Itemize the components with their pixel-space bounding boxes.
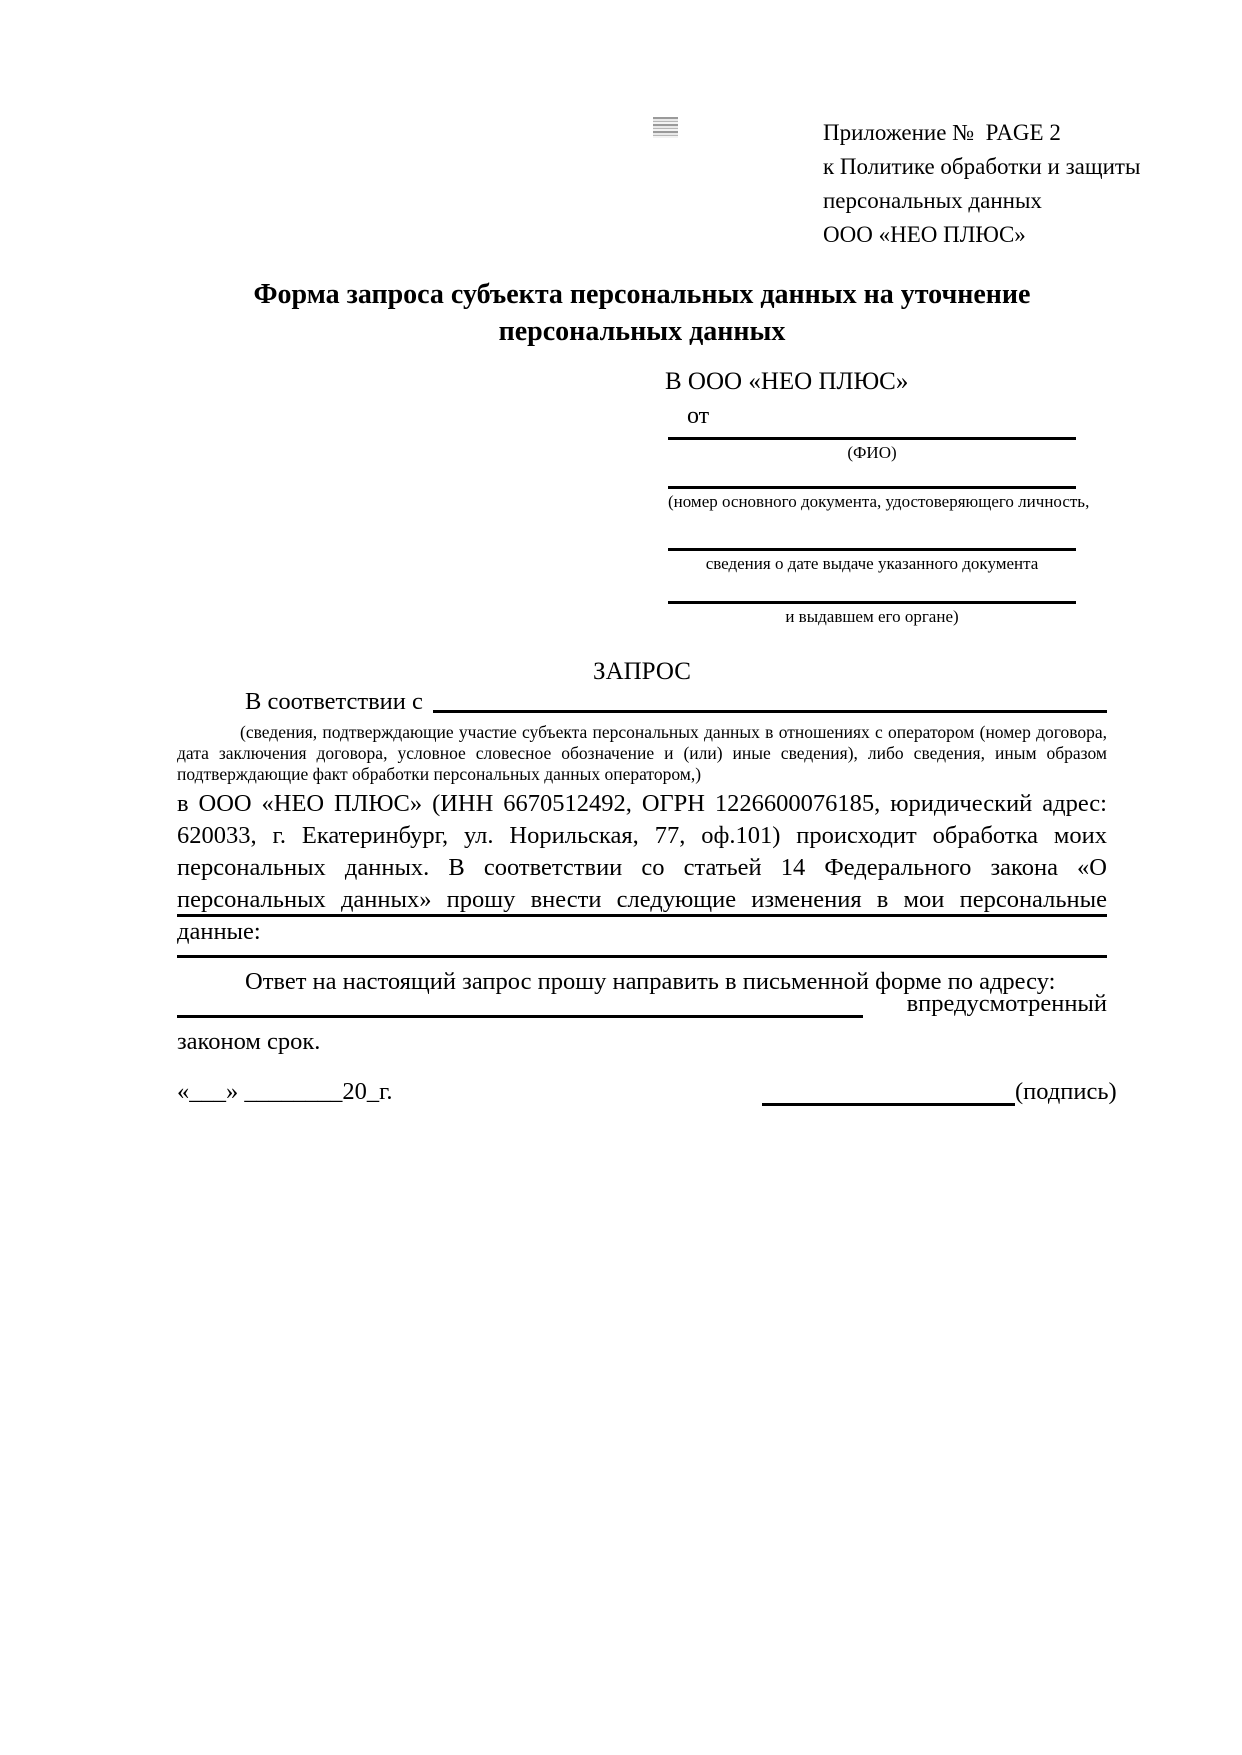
reply-word-term: предусмотренный	[918, 990, 1107, 1017]
address-input-line[interactable]	[177, 994, 863, 1018]
request-body: в ООО «НЕО ПЛЮС» (ИНН 6670512492, ОГРН 1226600076185, юридический адрес: 620033, г. Екатеринбург, ул. Норильская, 77, оф.101) происходит обработка моих персональных данных. В соответствии со статьей 14 Федерального закона «О персональных данных» прошу внести следующие изменения в мои персональные данные:	[177, 790, 1107, 945]
request-heading: ЗАПРОС	[593, 658, 691, 685]
reply-word-in: в	[906, 990, 919, 1017]
reply-sentence: Ответ на настоящий запрос прошу направить в письменной форме по адресу:	[245, 968, 1056, 995]
signature-caption: (подпись)	[1015, 1078, 1117, 1105]
issuer-caption: и выдавшем его органе)	[785, 607, 959, 626]
document-title: Форма запроса субъекта персональных данных на уточнение персональных данных	[253, 279, 1031, 347]
signature-row	[177, 1078, 1122, 1108]
fine-print-note: (сведения, подтверждающие участие субъекта персональных данных в отношениях с оператором (номер договора, дата заключения договора, условное словесное обозначение и (или) иные сведения), либо сведения, иным образом подтверждающие факт обработки персональных данных оператором,)	[177, 722, 1107, 784]
changes-input-line-1[interactable]	[177, 914, 1107, 917]
annex-line-4: ООО «НЕО ПЛЮС»	[823, 222, 1026, 247]
field-code-artifact-icon	[653, 117, 678, 138]
issue-date-caption: сведения о дате выдаче указанного документа	[705, 554, 1039, 573]
doc-number-caption: (номер основного документа, удостоверяющего личность,	[668, 492, 1090, 511]
annex-line-3: персональных данных	[823, 188, 1042, 213]
annex-line-1: Приложение № PAGE 2	[823, 120, 1061, 145]
doc-number-field	[668, 486, 1090, 512]
reply-address-row	[177, 990, 1107, 1018]
signature-input-line[interactable]	[762, 1079, 1015, 1106]
fio-caption: (ФИО)	[847, 443, 897, 462]
from-label: от	[687, 403, 710, 429]
issuer-field	[668, 601, 1076, 627]
intro-text: В соответствии с	[245, 688, 423, 715]
annex-header	[823, 116, 1153, 252]
reply-closing: законом срок.	[177, 1028, 321, 1055]
intro-row	[177, 688, 1107, 716]
fio-field	[668, 437, 1076, 463]
issue-date-field	[668, 548, 1076, 574]
changes-input-line-2[interactable]	[177, 955, 1107, 958]
addressee-organization: В ООО «НЕО ПЛЮС»	[665, 368, 909, 395]
date-blank[interactable]: «___» ________20_г.	[177, 1078, 393, 1105]
basis-input-line[interactable]	[433, 688, 1107, 713]
annex-line-2: к Политике обработки и защиты	[823, 154, 1141, 179]
